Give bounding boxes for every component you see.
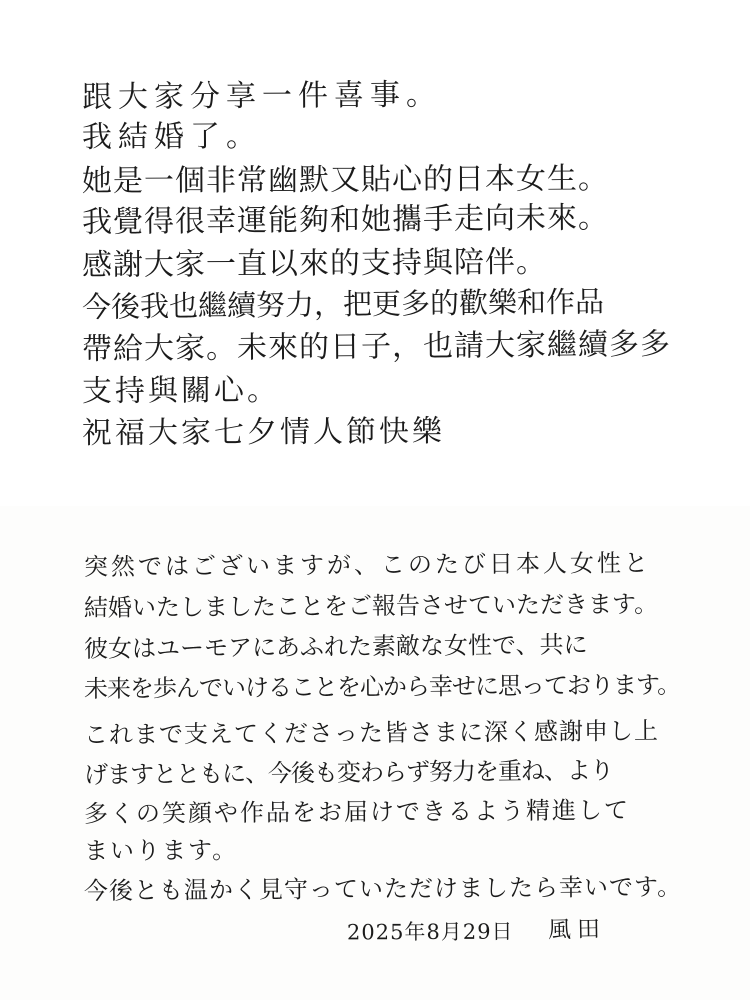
japanese-line: げますとともに、今後も変わらず努力を重ね、より <box>83 756 614 789</box>
chinese-line: 跟大家分享一件喜事。 <box>81 77 443 115</box>
chinese-line: 我覺得很幸運能夠和她攜手走向未來。 <box>81 200 610 240</box>
chinese-line: 感謝大家一直以來的支持與陪伴。 <box>81 244 548 283</box>
japanese-line: 多くの笑顔や作品をお届けできるよう精進して <box>83 796 631 828</box>
signature: 風田 <box>547 916 607 944</box>
japanese-line: これまで支えてくださった皆さまに深く感謝申し上 <box>83 716 660 749</box>
japanese-line: 未来を歩んでいけることを心から幸せに思っております。 <box>83 670 681 703</box>
japanese-line: 今後とも温かく見守っていただけましたら幸いです。 <box>83 872 683 905</box>
chinese-letter-section <box>0 0 750 496</box>
chinese-line: 今後我也繼續努力，把更多的歡樂和作品 <box>81 284 605 324</box>
japanese-line: まいります。 <box>83 836 239 865</box>
chinese-line: 祝福大家七夕情人節快樂 <box>81 414 446 451</box>
chinese-line: 支持與關心。 <box>81 372 281 409</box>
japanese-line: 結婚いたしましたことをご報告させていただきます。 <box>83 589 659 622</box>
chinese-line: 她是一個非常幽默又貼心的日本女生。 <box>81 161 610 199</box>
japanese-line: 彼女はユーモアにあふれた素敵な女性で、共に <box>83 630 588 663</box>
chinese-line: 我結婚了。 <box>81 119 263 155</box>
letter-date: 2025年8月29日 <box>346 919 514 945</box>
chinese-line: 帶給大家。未來的日子，也請大家繼續多多 <box>81 326 672 367</box>
japanese-line: 突然ではございますが、このたび日本人女性と <box>83 549 652 581</box>
